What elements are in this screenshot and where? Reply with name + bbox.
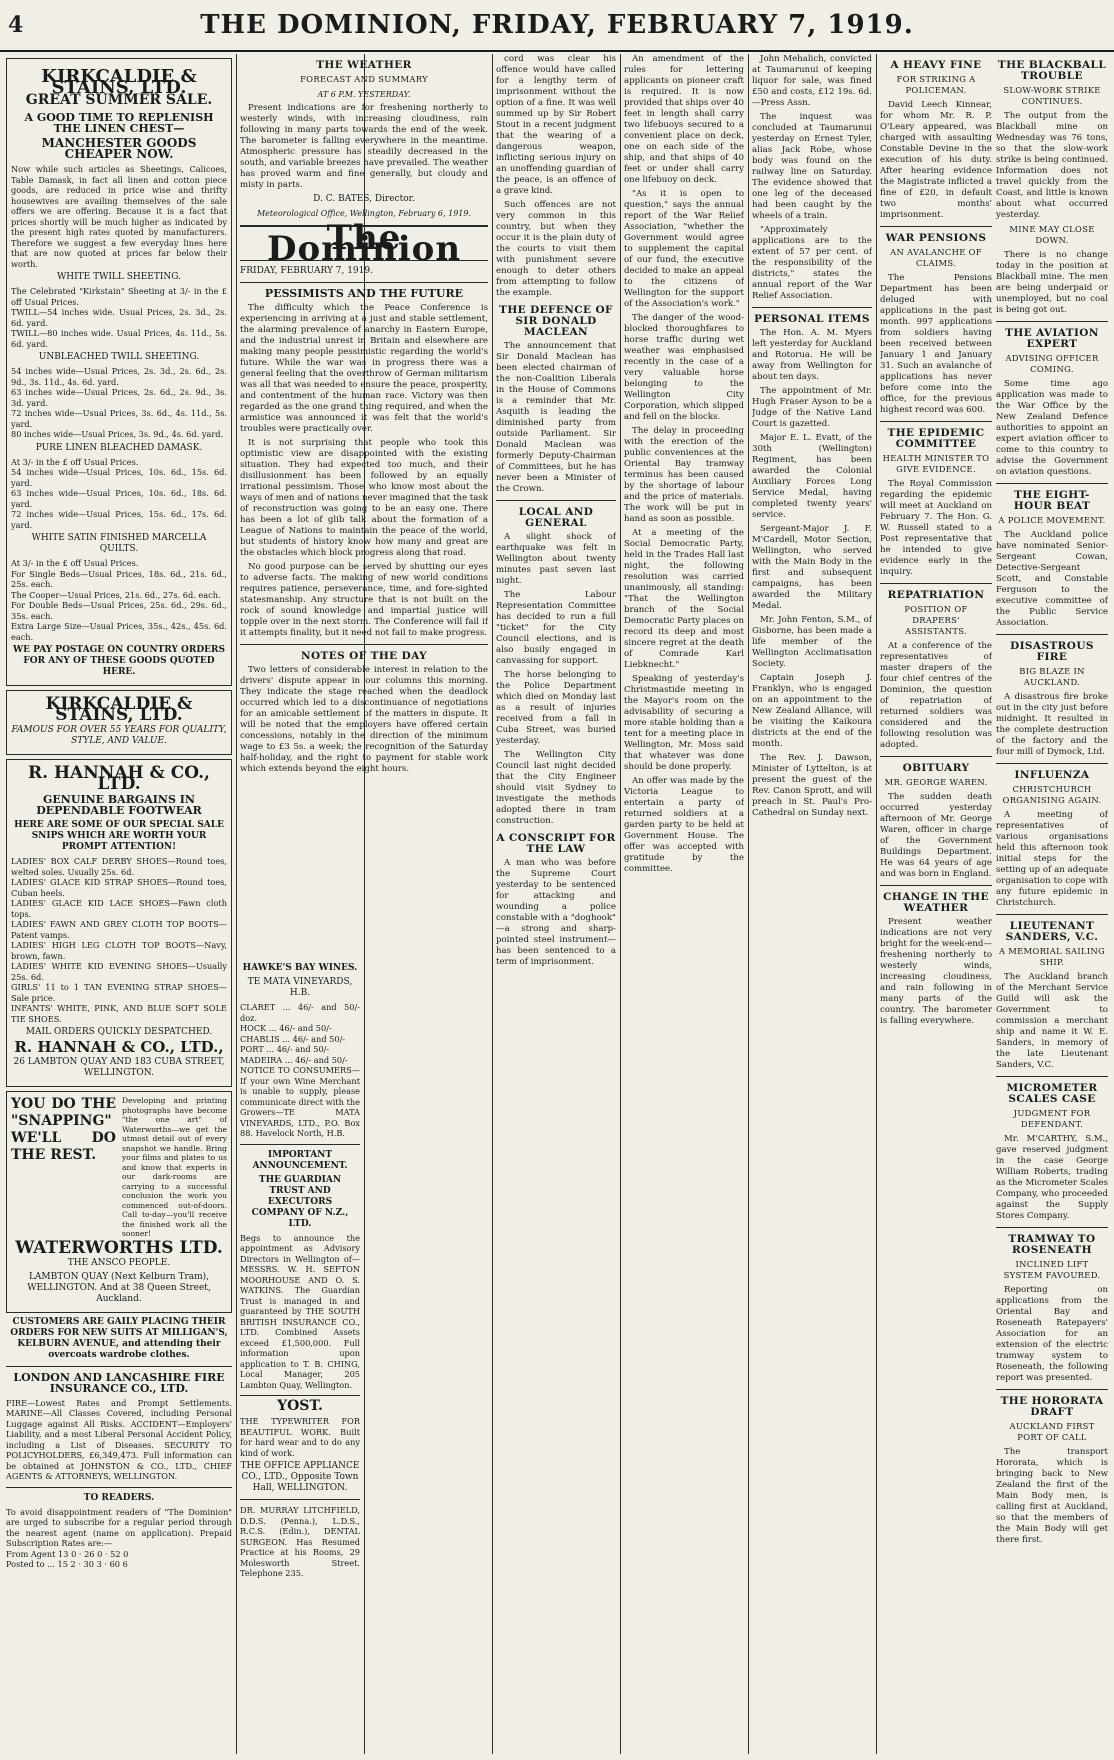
column-rule — [876, 54, 877, 1754]
price-line: TWILL—80 inches wide. Usual Prices, 4s. 11d., 5s. 6d. yard. — [11, 328, 227, 349]
sale-intro: Now while such articles as Sheetings, Calicoes, Table Damask, in fact all linen and cotton piece goods, are reduced in price wise and thrifty housewives are availing themselves of the sale offers we are offering. Because it is a fact that prices shortly will be much higher as indicated by the present high rates quoted by manufacturers. Therefore we suggest a few everyday lines here that are now quoted at prices far below their worth. — [11, 164, 227, 269]
christchurch-sub: CHRISTCHURCH ORGANISING AGAIN. — [1002, 784, 1102, 805]
repatriation-heading: REPATRIATION — [887, 589, 985, 601]
forecast-heading: FORECAST AND SUMMARY — [300, 74, 428, 84]
news-paragraph: The inquest was concluded at Taumarunui yesterday on Ernest Tyler, alias Jack Robe, whose body was found on the railway line on Saturday. The evidence showed that one leg of the deceased had been caught by the wheels of a train. — [752, 112, 872, 221]
news-column-6 — [752, 54, 872, 1754]
shoe-line: LADIES' GLACE KID STRAP SHOES—Round toes, Cuban heels. — [11, 877, 227, 898]
news-paragraph: The Royal Commission regarding the epidemic will meet at Auckland on February 7. The Hon. G. W. Russell stated to a Post representative that he intended to give evidence early in the inquiry. — [880, 479, 992, 577]
hannah-title: R. HANNAH & CO., LTD. — [28, 763, 210, 794]
news-paragraph: Some time ago application was made to the War Office by the New Zealand Defence authorities to appoint an expert aviation officer to come to this country to advise the Government on aviation questions. — [996, 379, 1108, 477]
price-line: Extra Large Size—Usual Prices, 35s., 42s., 45s. 6d. each. — [11, 621, 227, 642]
news-paragraph: At a meeting of the Social Democratic Party, held in the Trades Hall last night, the following resolution was carried unanimously, all standing: "That the Wellington branch of the Social Democratic Party places on record its deep and most sincere regret at the death of Comrade Karl Liebknecht." — [624, 528, 744, 670]
hannah-ad — [6, 759, 232, 1087]
hawkes-title: HAWKE'S BAY WINES. — [242, 963, 358, 973]
shoe-line: LADIES' HIGH LEG CLOTH TOP BOOTS—Navy, brown, fawn. — [11, 940, 227, 961]
milligans-ad: CUSTOMERS ARE GAILY PLACING THEIR ORDERS FOR NEW SUITS AT MILLIGAN'S, KELBURN AVENUE, and attending their overcoats wardrobe clothes. — [10, 1316, 228, 1360]
newspaper-title: THE DOMINION, FRIDAY, FEBRUARY 7, 1919. — [200, 10, 914, 40]
wine-line: HOCK ... 46/- and 50/- — [240, 1023, 332, 1033]
news-paragraph: "As it is open to question," says the annual report of the War Relief Association, "whether the Government would agree to supplement the capital of our fund, the executive decided to make an appeal to the citizens of Wellington for the support of the Association's work." — [624, 189, 744, 309]
price-line: 54 inches wide—Usual Prices, 2s. 3d., 2s. 6d., 2s. 9d., 3s. 11d., 4s. 6d. yard. — [11, 366, 227, 387]
guardian-title: THE GUARDIAN TRUST AND EXECUTORS COMPANY OF N.Z., LTD. — [251, 1174, 349, 1229]
news-paragraph: The Auckland police have nominated Senior-Sergeant Cowan, Detective-Sergeant Scott, and Constable Ferguson to the executive committee of the Public Service Association. — [996, 530, 1108, 628]
war-pensions-heading: WAR PENSIONS — [885, 232, 987, 244]
personal-item: Major E. L. Evatt, of the 30th (Wellington) Regiment, has been awarded the Colonial Auxiliary Forces Long Service Medal, having completed twenty years' service. — [752, 433, 872, 520]
news-paragraph: The announcement that Sir Donald Maclean has been elected chairman of the non-Coalition Liberals in the House of Commons is a reminder that Mr. Asquith is leading the diminished party from outside Parliament. Sir Donald Maclean was formerly Deputy-Chairman of Committees, but he has never been a Minister of the Crown. — [496, 341, 616, 494]
waterworths-ad — [6, 1091, 232, 1313]
news-paragraph: The danger of the wood-blocked thoroughfares to horse traffic during wet weather was emphasised recently in the case of a very valuable horse belonging to the Wellington City Corporation, which slipped and fell on the blocks. — [624, 313, 744, 422]
news-paragraph: There is no change today in the position at Blackball mine. The men are being underpaid or unemployed, but no coal is being got out. — [996, 250, 1108, 315]
personal-item: The appointment of Mr. Hugh Fraser Ayson to be a Judge of the Native Land Court is gazetted. — [752, 386, 872, 429]
news-paragraph: The output from the Blackball mine on Wednesday was 76 tons, so that the slow-work strike is being continued. Information does not travel quickly from the Coast, and little is known about what occurred yesterday. — [996, 111, 1108, 220]
judgment-sub: JUDGMENT FOR DEFENDANT. — [1013, 1108, 1091, 1129]
news-paragraph: Such offences are not very common in this country, but when they occur it is the plain duty of the courts to visit them with punishment severe enough to deter others from attempting to follow the example. — [496, 200, 616, 298]
news-paragraph: Mr. M'CARTHY, S.M., gave reserved judgment in the case George William Roberts, trading as the Micrometer Scales Company, who proceeded against the Supply Stores Company. — [996, 1134, 1108, 1221]
ansco-line: THE ANSCO PEOPLE. — [67, 1257, 171, 1268]
twill-heading: WHITE TWILL SHEETING. — [56, 272, 182, 282]
column-rule — [748, 54, 749, 1754]
price-line: TWILL—54 inches wide. Usual Prices, 2s. 3d., 2s. 6d. yard. — [11, 307, 227, 328]
wine-line: PORT ... 46/- and 50/- — [240, 1044, 330, 1054]
shoe-line: INFANTS' WHITE, PINK, AND BLUE SOFT SOLE TIE SHOES. — [11, 1003, 227, 1024]
price-line: At 3/- in the £ off Usual Prices. — [11, 558, 139, 568]
waterworths-address: LAMBTON QUAY (Next Kelburn Tram), WELLINGTON. And at 38 Queen Street, Auckland. — [27, 1271, 211, 1304]
manchester-heading: MANCHESTER GOODS CHEAPER NOW. — [41, 136, 197, 161]
hororata-sub: AUCKLAND FIRST PORT OF CALL — [1009, 1421, 1095, 1442]
mine-sub: MINE MAY CLOSE DOWN. — [1009, 224, 1095, 245]
readers-body: To avoid disappointment readers of "The Dominion" are urged to subscribe for a regular period through the nearest agent (name on application). Prepaid Subscription Rates are:— — [6, 1506, 232, 1548]
tramway-heading: TRAMWAY TO ROSENEATH — [1008, 1233, 1096, 1256]
personal-item: Sergeant-Major J. F. M'Cardell, Motor Section, Wellington, who served with the Main Body in the first and subsequent campaigns, has been awarded the Military Medal. — [752, 524, 872, 611]
news-paragraph: The horse belonging to the Police Department which died on Monday last as a result of injuries received from a fall in Cuba Street, was buried yesterday. — [496, 670, 616, 746]
news-paragraph: David Leech Kinnear, for whom Mr. R. P. O'Leary appeared, was charged with assaulting Constable Devine in the execution of his duty. After hearing evidence the Magistrate inflicted a fine of £20, in default two months' imprisonment. — [880, 100, 992, 220]
epidemic-heading: THE EPIDEMIC COMMITTEE — [887, 427, 985, 450]
eight-hour-heading: THE EIGHT-HOUR BEAT — [1013, 489, 1091, 512]
weather-body: Present indications are for freshening northerly to westerly winds, with increasing cloudiness, rain following in many parts towards the end of the week. The barometer is falling everywhere in the meantime. Atmospheric pressure has steadily decreased in the south, and variable breezes have prevailed. The weather has proved warm and fine generally, but cloudy and misty in parts. — [240, 103, 488, 190]
news-paragraph: cord was clear his offence would have called for a lengthy term of imprisonment without the option of a fine. It was well summed up by Sir Robert Stout in a recent judgment that the wearing of a dangerous weapon, inflicting serious injury on an unoffending guardian of the peace, is an offence of a grave kind. — [496, 54, 616, 196]
price-line: The Celebrated "Kirkstain" Sheeting at 3/- in the £ off Usual Prices. — [11, 286, 227, 307]
hawkes-note: NOTICE TO CONSUMERS—If your own Wine Merchant is unable to supply, please communicate direct with the Growers—TE MATA VINEYARDS, LTD., P.O. Box 88. Havelock North, H.B. — [240, 1065, 360, 1138]
sale-title: GREAT SUMMER SALE. — [25, 92, 213, 108]
drapers-sub: POSITION OF DRAPERS' ASSISTANTS. — [904, 604, 968, 636]
hannah-genuine: GENUINE BARGAINS IN DEPENDABLE FOOTWEAR — [36, 793, 202, 817]
news-paragraph: The Auckland branch of the Merchant Service Guild will ask the Government to commission a merchant ship and name it W. E. Sanders, in memory of the late Lieutenant Sanders, V.C. — [996, 972, 1108, 1070]
snapping-body: Developing and printing photographs have become "the one art" of Waterworths—we get the utmost detail out of every snapshot we handle. Bring your films and plates to us and know that experts in our dark-rooms are carrying to a successful conclusion the work you commenced out-of-doors. Call to-day—you'll receive the finished work all the sooner! — [122, 1096, 227, 1238]
waterworths-title: WATERWORTHS LTD. — [15, 1237, 223, 1258]
news-column-7 — [880, 54, 992, 1754]
wine-line: MADEIRA ... 46/- and 50/- — [240, 1054, 348, 1065]
kirkcaldie-ad-2 — [6, 690, 232, 755]
influenza-heading: INFLUENZA — [1014, 769, 1090, 781]
personal-item: The Rev. J. Dawson, Minister of Lyttelton, is at present the guest of the Rev. Canon Sprott, and will preach in St. Paul's Pro-Cathedral on Sunday next. — [752, 753, 872, 818]
rates-line: From Agent 13 0 · 26 0 · 52 0 — [6, 1548, 129, 1559]
price-line: 72 inches wide—Usual Prices, 3s. 6d., 4s. 11d., 5s. yard. — [11, 408, 227, 429]
advising-sub: ADVISING OFFICER COMING. — [1005, 353, 1099, 374]
price-line: 72 inches wide—Usual Prices, 15s. 6d., 17s. 6d. yard. — [11, 509, 227, 530]
inclined-sub: INCLINED LIFT SYSTEM FAVOURED. — [1003, 1259, 1101, 1280]
dateline: FRIDAY, FEBRUARY 7, 1919. — [240, 266, 373, 276]
yost-body: THE TYPEWRITER FOR BEAUTIFUL WORK. Built for hard wear and to do any kind of work. — [240, 1416, 360, 1458]
avalanche-sub: AN AVALANCHE OF CLAIMS. — [890, 247, 982, 268]
lieutenant-heading: LIEUTENANT SANDERS, V.C. — [1005, 920, 1099, 943]
wine-line: CHABLIS ... 46/- and 50/- — [240, 1033, 346, 1044]
kirkcaldie-title: KIRKCALDIE & STAINS, LTD. — [41, 66, 197, 98]
editorial-column — [240, 54, 488, 954]
news-paragraph: The sudden death occurred yesterday afternoon of Mr. George Waren, officer in charge of the Government Buildings Department. He was 64 years of age and was born in England. — [880, 792, 992, 879]
leader-paragraph: The difficulty which the Peace Conference is experiencing in arriving at a just and stable settlement, the alarming prevalence of anarchy in Eastern Europe, and the industrial unrest in Britain and elsewhere are making many people pessimistic regarding the world's future. While the war was in progress there was a general feeling that the overthrow of German militarism was all that was needed to ensure the peace, prosperity, and contentment of the human race. Victory was then regarded as the one grand thing required, and when the armistice was announced it was felt that the world's troubles were practically over. — [240, 303, 488, 434]
ad-column — [6, 54, 232, 1754]
dominion-flag: The Dominion — [266, 218, 462, 269]
fire-heading: DISASTROUS FIRE — [1010, 640, 1094, 663]
weather-title: THE WEATHER — [316, 59, 412, 71]
obituary-heading: OBITUARY — [902, 762, 970, 774]
news-column-8 — [996, 54, 1108, 1754]
news-paragraph: "Approximately applications are to the extent of 57 per cent. of the responsibility of the districts," states the annual report of the War Relief Association. — [752, 225, 872, 301]
section-heading: A CONSCRIPT FOR THE LAW — [496, 832, 616, 855]
london-body: FIRE—Lowest Rates and Prompt Settlements. MARINE—All Classes Covered, including Personal Luggage against All Risks. ACCIDENT—Employers' Liability, and a most Liberal Personal Accident Policy, including a List of Diseases. SECURITY TO POLICYHOLDERS, £6,349,473. Full information can be obtained at JOHNSTON & CO., LTD., CHIEF AGENTS & ATTORNEYS, WELLINGTON. — [6, 1397, 232, 1481]
blackball-heading: THE BLACKBALL TROUBLE — [997, 59, 1107, 82]
memorial-sub: A MEMORIAL SAILING SHIP. — [998, 946, 1106, 967]
news-paragraph: Reporting on applications from the Oriental Bay and Roseneath Ratepayers' Association for an extension of the electric tramway system to Roseneath, the following report was presented. — [996, 1285, 1108, 1383]
personal-item: Mr. John Fenton, S.M., of Gisborne, has been made a life member of the Wellington Acclimatisation Society. — [752, 615, 872, 669]
masthead — [0, 0, 1114, 52]
forecast-time: AT 6 P.M. YESTERDAY. — [317, 90, 411, 99]
important-title: IMPORTANT ANNOUNCEMENT. — [252, 1149, 348, 1171]
notes-body: Two letters of considerable interest in relation to the drivers' dispute appear in our columns this morning. They indicate the stage reached when the deadlock occurred which led to a discontinuance of negotiations for an amicable settlement of the matters in dispute. It will be noted that the employers have offered certain concessions, notably in the direction of the minimum wage to £3 5s. a week; the recognition of the Saturday half-holiday, and the right to payment for stable work which extends beyond the eight hours. — [240, 665, 488, 774]
micrometer-heading: MICROMETER SCALES CASE — [1006, 1082, 1098, 1105]
blaze-sub: BIG BLAZE IN AUCKLAND. — [1019, 666, 1085, 687]
price-line: At 3/- in the £ off Usual Prices. — [11, 456, 139, 467]
postage-note: WE PAY POSTAGE ON COUNTRY ORDERS FOR ANY OF THESE GOODS QUOTED HERE. — [13, 645, 225, 677]
personal-item: The Hon. A. M. Myers left yesterday for Auckland and Rotorua. He will be away from Wellington for about ten days. — [752, 328, 872, 382]
personal-item: Captain Joseph J. Franklyn, who is engaged on an appointment to the New Zealand Alliance, will be visiting the Kaikoura districts at the end of the month. — [752, 673, 872, 749]
yost-title: YOST. — [277, 1398, 323, 1414]
leader-paragraph: No good purpose can be served by shutting our eyes to adverse facts. The making of new world conditions requires patience, perseverance, time, and fore-sighted statesmanship. Any structure that is not built on the rock of sound knowledge and impartial justice will topple over in the next storm. The Conference will fail if it attempts finality, but it need not fail to make progress. — [240, 562, 488, 638]
shoe-line: GIRLS' 11 to 1 TAN EVENING STRAP SHOES—Sale price. — [11, 982, 227, 1003]
heavy-fine-heading: A HEAVY FINE — [890, 59, 982, 71]
hannah-special: HERE ARE SOME OF OUR SPECIAL SALE SNIPS WHICH ARE WORTH YOUR PROMPT ATTENTION! — [14, 820, 224, 852]
hannah-title: R. HANNAH & CO., LTD., — [14, 1038, 224, 1056]
price-line: 54 inches wide—Usual Prices, 10s. 6d., 15s. 6d. yard. — [11, 467, 227, 488]
heavy-fine-sub: FOR STRIKING A POLICEMAN. — [896, 74, 976, 95]
personal-heading: PERSONAL ITEMS — [754, 313, 870, 325]
column-rule — [236, 54, 237, 1754]
weather-office: Meteorological Office, Wellington, February 6, 1919. — [256, 209, 472, 218]
office-line: THE OFFICE APPLIANCE CO., LTD., Opposite Town Hall, WELLINGTON. — [240, 1461, 360, 1493]
ad-column-2 — [240, 960, 360, 1754]
shoe-line: LADIES' BOX CALF DERBY SHOES—Round toes, welted soles. Usually 25s. 6d. — [11, 856, 227, 877]
price-line: The Cooper—Usual Prices, 21s. 6d., 27s. 6d. each. — [11, 589, 221, 600]
obituary-sub: MR. GEORGE WAREN. — [884, 777, 988, 787]
guardian-body: Begs to announce the appointment as Advisory Directors in Wellington of—MESSRS. W. H. SEFTON MOORHOUSE AND O. S. WATKINS. The Guardian Trust is managed in and guaranteed by THE SOUTH BRITISH INSURANCE CO., LTD. Combined Assets exceed £1,500,000. Full information upon application to T. B. CHING, Local Manager, 205 Lambton Quay, Wellington. — [240, 1232, 360, 1390]
kirkcaldie-ad — [6, 58, 232, 686]
weather-change-heading: CHANGE IN THE WEATHER — [883, 891, 989, 914]
shoe-line: LADIES' GLACE KID LACE SHOES—Fawn cloth tops. — [11, 898, 227, 919]
snapping-heading: YOU DO THE "SNAPPING" WE'LL DO THE REST. — [11, 1096, 116, 1163]
news-paragraph: John Mehalich, convicted at Taumarunui of keeping liquor for sale, was fined £50 and costs, £12 19s. 6d.—Press Assn. — [752, 54, 872, 108]
replenish-heading: A GOOD TIME TO REPLENISH THE LINEN CHEST— — [24, 111, 214, 135]
news-paragraph: A disastrous fire broke out in the city just before midnight. It resulted in the complete destruction of the factory and the four mill of Dymock, Ltd. — [996, 692, 1108, 757]
price-line: 63 inches wide—Usual Prices, 2s. 6d., 2s. 9d., 3s. 3d. yard. — [11, 387, 227, 408]
hororata-heading: THE HORORATA DRAFT — [1000, 1395, 1104, 1418]
weather-signed: D. C. BATES, Director. — [313, 194, 415, 204]
slow-work-sub: SLOW-WORK STRIKE CONTINUES. — [1003, 85, 1101, 106]
linen-heading: PURE LINEN BLEACHED DAMASK. — [35, 442, 203, 453]
shoe-line: LADIES' WHITE KID EVENING SHOES—Usually 25s. 6d. — [11, 961, 227, 982]
aviation-heading: THE AVIATION EXPERT — [1005, 327, 1099, 350]
section-heading: THE DEFENCE OF SIR DONALD MACLEAN — [499, 304, 613, 338]
hannah-address: 26 LAMBTON QUAY AND 183 CUBA STREET, WELLINGTON. — [13, 1057, 225, 1078]
hawkes-sub: TE MATA VINEYARDS, H.B. — [247, 977, 353, 998]
wine-line: CLARET ... 46/- and 50/- doz. — [240, 1002, 360, 1023]
police-sub: A POLICE MOVEMENT. — [998, 515, 1106, 525]
news-column-4 — [496, 54, 616, 1754]
news-paragraph: An amendment of the rules for lettering applicants on pioneer craft is required. It is now provided that ships over 40 feet in length shall carry two lifebuoys secured to a convenient place on deck, one on each side of the ship, and that ships of 40 feet or under shall carry one lifebuoy on deck. — [624, 54, 744, 185]
local-general-heading: LOCAL AND GENERAL — [518, 506, 594, 529]
kirkcaldie-title: KIRKCALDIE & STAINS, LTD. — [45, 694, 193, 725]
news-paragraph: A meeting of representatives of various organisations held this afternoon took initial steps for the setting up of an adequate organisation to cope with any future epidemic in Christchurch. — [996, 810, 1108, 908]
news-paragraph: The Wellington City Council last night decided that the City Engineer should visit Sydney to investigate the methods adopted there in tram construction. — [496, 750, 616, 826]
news-column-5 — [624, 54, 744, 1754]
news-paragraph: A slight shock of earthquake was felt in Wellington about twenty minutes past seven last night. — [496, 532, 616, 586]
news-paragraph: The transport Hororata, which is bringing back to New Zealand the first of the Main Body men, is calling first at Auckland, so that the members of the Main Body will get there first. — [996, 1447, 1108, 1545]
mail-orders: MAIL ORDERS QUICKLY DESPATCHED. — [25, 1027, 213, 1037]
satin-heading: WHITE SATIN FINISHED MARCELLA QUILTS. — [31, 533, 207, 554]
news-paragraph: A man who was before the Supreme Court yesterday to be sentenced for attacking and wounding a police constable with a "doghook" —a strong and sharp-pointed steel instrument—has been sentenced to a term of imprisonment. — [496, 858, 616, 967]
news-paragraph: At a conference of the representatives of master drapers of the four chief centres of the Dominion, the question of repatriation of returned soldiers was considered and the following resolution was adopted. — [880, 641, 992, 750]
rates-line: Posted to ... 15 2 · 30 3 · 60 6 — [6, 1559, 128, 1569]
column-rule — [620, 54, 621, 1754]
unbleached-heading: UNBLEACHED TWILL SHEETING. — [38, 352, 200, 362]
news-paragraph: Present weather indications are not very bright for the week-end—freshening northerly to westerly winds, increasing cloudiness, and rain following in many parts of the country. The barometer is falling everywhere. — [880, 917, 992, 1026]
page-number: 4 — [8, 12, 24, 38]
london-title: LONDON AND LANCASHIRE FIRE INSURANCE CO., LTD. — [13, 1370, 225, 1395]
readers-title: TO READERS. — [83, 1492, 155, 1503]
price-line: For Single Beds—Usual Prices, 18s. 6d., 21s. 6d., 25s. each. — [11, 568, 227, 589]
price-line: For Double Beds—Usual Prices, 25s. 6d., 29s. 6d., 35s. each. — [11, 600, 227, 621]
news-paragraph: The delay in proceeding with the erection of the public conveniences at the Oriental Bay tramway terminus has been caused by the shortage of labour and the price of materials. The work will be put in hand as soon as possible. — [624, 426, 744, 524]
leader-title: PESSIMISTS AND THE FUTURE — [264, 287, 464, 300]
famous-line: FAMOUS FOR OVER 55 YEARS FOR QUALITY, STYLE, AND VALUE. — [11, 725, 227, 746]
health-sub: HEALTH MINISTER TO GIVE EVIDENCE. — [882, 453, 990, 474]
price-line: 80 inches wide—Usual Prices, 3s. 9d., 4s. 6d. yard. — [11, 429, 224, 439]
shoe-line: LADIES' FAWN AND GREY CLOTH TOP BOOTS—Patent vamps. — [11, 919, 227, 940]
dentist-ad: DR. MURRAY LITCHFIELD, D.D.S. (Penna.), L.D.S., R.C.S. (Edin.), DENTAL SURGEON. Has Resumed Practice at his Rooms, 29 Molesworth Street. Telephone 235. — [240, 1505, 360, 1578]
leader-paragraph: It is not surprising that people who took this optimistic view are disappointed with the existing situation. They had expected too much, and their disillusionment has been followed by an equally irrational pessimism. Those who know most about the ways of men and of nations never imagined that the task of reconstruction was going to be an easy one. There has been a lot of glib talk about the formation of a League of Nations to maintain the peace of the world, but students of history know how many and great are the obstacles which block progress along that road. — [240, 438, 488, 558]
news-paragraph: Speaking of yesterday's Christmastide meeting in the Mayor's room on the advisability of securing a more stable holding than a tent for a meeting place in Wellington, Mr. Moss said that whatever was done should be done properly. — [624, 674, 744, 772]
news-paragraph: An offer was made by the Victoria League to entertain a party of returned soldiers at a garden party to be held at Government House. The offer was accepted with gratitude by the committee. — [624, 776, 744, 874]
notes-title: NOTES OF THE DAY — [300, 650, 428, 662]
column-rule — [492, 54, 493, 1754]
news-paragraph: The Pensions Department has been deluged with applications in the past month. 997 applications from soldiers having been received between January 1 and January 31. Such an avalanche of applications has never before come into the office, for the previous highest record was 600. — [880, 273, 992, 415]
price-line: 63 inches wide—Usual Prices, 10s. 6d., 18s. 6d. yard. — [11, 488, 227, 509]
news-paragraph: The Labour Representation Committee has decided to run a full "ticket" for the City Council elections, and is also busily engaged in canvassing for support. — [496, 590, 616, 666]
